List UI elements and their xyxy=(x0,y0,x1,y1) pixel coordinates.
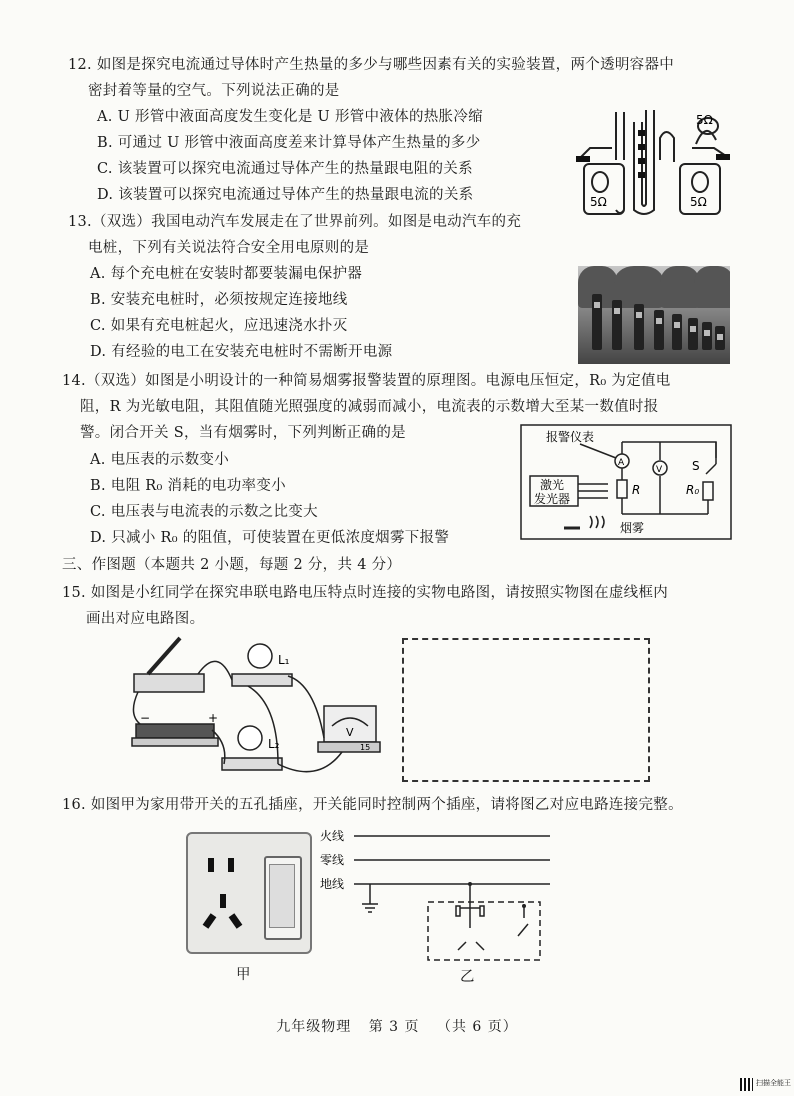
q12-option-c: C. 该装置可以探究电流通过导体产生的热量跟电阻的关系 xyxy=(97,161,473,177)
q13-option-d: D. 有经验的电工在安装充电桩时不需断开电源 xyxy=(90,344,393,360)
page-footer xyxy=(0,1016,794,1036)
neutral-line-label: 零线 xyxy=(320,853,345,867)
q14-smoke-alarm-circuit xyxy=(520,424,732,540)
q14-line2: 阻，R 为光敏电阻，其阻值随光照强度的减弱而减小，电流表的示数增大至某一数值时报 xyxy=(80,399,659,415)
laser-label-1: 激光 xyxy=(540,478,565,492)
five-hole-socket-figure xyxy=(186,832,312,954)
socket-switch xyxy=(264,856,302,940)
alarm-meter-label: 报警仪表 xyxy=(546,430,595,444)
l2-label: L₂ xyxy=(268,737,280,751)
r0-label: R₀ xyxy=(686,483,700,497)
earth-line-label: 地线 xyxy=(320,877,345,891)
figure-yi-label: 乙 xyxy=(460,969,475,985)
section-3-heading: 三、作图题（本题共 2 小题，每题 2 分，共 4 分） xyxy=(62,557,402,573)
scanner-watermark: 扫描全能王 xyxy=(756,1079,791,1087)
charging-pile-photo xyxy=(578,266,730,364)
r-right-label: 5Ω xyxy=(690,195,707,209)
smoke-label: 烟雾 xyxy=(620,521,645,535)
q15-line1: 15. 如图是小红同学在探究串联电路电压特点时连接的实物电路图，请按照实物图在虚线框内 xyxy=(62,585,669,601)
footer-total: （共 6 页） xyxy=(436,1019,518,1035)
q13-line2: 电桩，下列有关说法符合安全用电原则的是 xyxy=(88,240,370,256)
figure-jia-label: 甲 xyxy=(236,967,251,983)
q13-option-a: A. 每个充电桩在安装时都要装漏电保护器 xyxy=(90,266,363,282)
switch-label: S xyxy=(692,459,700,473)
q14-line3: 警。闭合开关 S，当有烟雾时，下列判断正确的是 xyxy=(80,425,406,441)
q12-joule-heating-figure xyxy=(576,100,736,218)
q15-series-circuit-photo xyxy=(128,634,384,782)
q16-wiring-diagram xyxy=(318,828,558,968)
r-left-label: 5Ω xyxy=(590,195,607,209)
q16-line1: 16. 如图甲为家用带开关的五孔插座，开关能同时控制两个插座，请将图乙对应电路连接完整。 xyxy=(62,797,683,813)
l1-label: L₁ xyxy=(278,653,290,667)
q12-option-a: A. U 形管中液面高度发生变化是 U 形管中液体的热胀冷缩 xyxy=(97,109,483,125)
ammeter-label: A xyxy=(618,458,625,468)
answer-dashed-box[interactable] xyxy=(402,638,650,782)
q15-line2: 画出对应电路图。 xyxy=(86,611,205,627)
r-top-label: 5Ω xyxy=(696,113,713,127)
q13-option-b: B. 安装充电桩时，必须按规定连接地线 xyxy=(90,292,348,308)
q14-option-b: B. 电阻 R₀ 消耗的电功率变小 xyxy=(90,478,286,494)
footer-subject: 九年级物理 xyxy=(276,1019,352,1035)
footer-page: 第 3 页 xyxy=(368,1019,420,1035)
q14-line1: 14.（双选）如图是小明设计的一种简易烟雾报警装置的原理图。电源电压恒定，R₀ 为定值电 xyxy=(62,373,671,389)
q14-option-c: C. 电压表与电流表的示数之比变大 xyxy=(90,504,318,520)
q14-option-d: D. 只减小 R₀ 的阻值，可使装置在更低浓度烟雾下报警 xyxy=(90,530,450,546)
laser-label-2: 发光器 xyxy=(534,492,571,506)
q13-option-c: C. 如果有充电桩起火，应迅速浇水扑灭 xyxy=(90,318,348,334)
r-label: R xyxy=(632,483,641,497)
q14-option-a: A. 电压表的示数变小 xyxy=(90,452,229,468)
q13-line1: 13.（双选）我国电动汽车发展走在了世界前列。如图是电动汽车的充 xyxy=(68,214,522,230)
q12-line2: 密封着等量的空气。下列说法正确的是 xyxy=(88,83,340,99)
q12-option-b: B. 可通过 U 形管中液面高度差来计算导体产生热量的多少 xyxy=(97,135,481,151)
fire-line-label: 火线 xyxy=(320,829,345,843)
q12-option-d: D. 该装置可以探究电流通过导体产生的热量跟电流的关系 xyxy=(97,187,474,203)
qr-code-icon xyxy=(740,1078,753,1091)
battery-plus-label: + xyxy=(208,711,219,725)
q12-line1: 12. 如图是探究电流通过导体时产生热量的多少与哪些因素有关的实验装置，两个透明容器中 xyxy=(68,57,675,73)
voltmeter-v-label: V xyxy=(346,726,354,739)
voltmeter-label: V xyxy=(656,465,663,475)
terminal-15-label: 15 xyxy=(360,743,371,752)
battery-minus-label: − xyxy=(140,711,151,725)
